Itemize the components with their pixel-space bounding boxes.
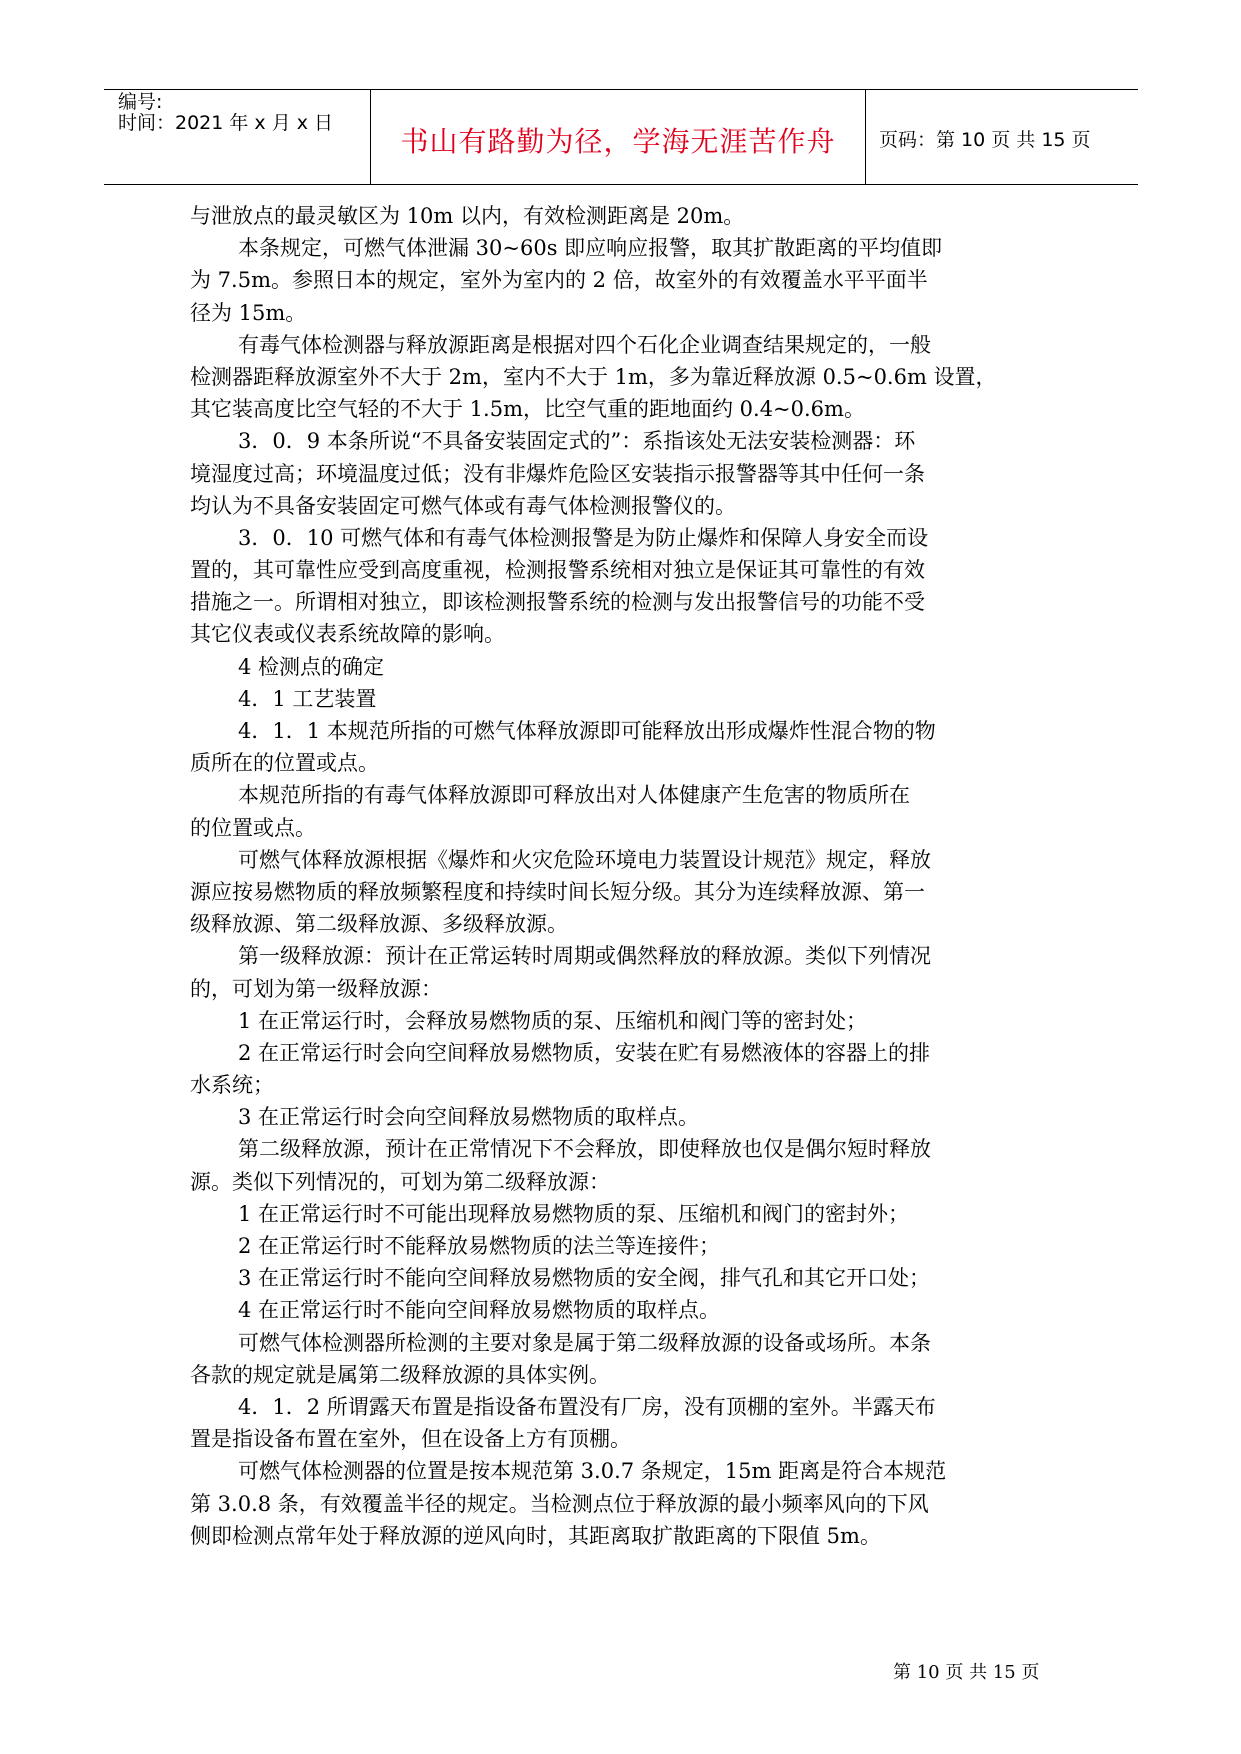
body-line: 有毒气体检测器与释放源距离是根据对四个石化企业调查结果规定的，一般 [238,332,931,357]
body-line: 可燃气体检测器所检测的主要对象是属于第二级释放源的设备或场所。本条 [238,1330,931,1355]
body-line: 级释放源、第二级释放源、多级释放源。 [190,912,568,937]
section-heading: 4 检测点的确定 [238,654,385,679]
body-line: 置是指设备布置在室外，但在设备上方有顶棚。 [190,1427,631,1452]
body-line: 3．0．10 可燃气体和有毒气体检测报警是为防止爆炸和保障人身安全而设 [238,525,929,550]
body-line: 质所在的位置或点。 [190,751,379,776]
body-line: 侧即检测点常年处于释放源的逆风向时，其距离取扩散距离的下限值 5m。 [190,1523,881,1548]
subsection-heading: 4．1 工艺装置 [238,686,377,711]
body-line: 检测器距释放源室外不大于 2m，室内不大于 1m，多为靠近释放源 0.5~0.6m 设置， [190,364,997,389]
body-line: 的位置或点。 [190,815,316,840]
body-line: 可燃气体释放源根据《爆炸和火灾危险环境电力装置设计规范》规定，释放 [238,847,931,872]
body-line: 径为 15m。 [190,300,307,325]
body-line: 3．0．9 本条所说“不具备安装固定式的”：系指该处无法安装检测器：环 [238,429,916,454]
body-line: 其它装高度比空气轻的不大于 1.5m，比空气重的距地面约 0.4~0.6m。 [190,397,865,422]
header-motto: 书山有路勤为径，学海无涯苦作舟 [400,125,836,158]
body-line: 置的，其可靠性应受到高度重视，检测报警系统相对独立是保证其可靠性的有效 [190,558,925,583]
body-line: 本规范所指的有毒气体释放源即可释放出对人体健康产生危害的物质所在 [238,783,910,808]
body-line: 各款的规定就是属第二级释放源的具体实例。 [190,1362,610,1387]
body-line: 4．1．1 本规范所指的可燃气体释放源即可能释放出形成爆炸性混合物的物 [238,719,936,743]
list-item: 4 在正常运行时不能向空间释放易燃物质的取样点。 [238,1298,721,1323]
document-time-label: 时间：2021 年 x 月 x 日 [118,112,334,134]
list-item: 3 在正常运行时会向空间释放易燃物质的取样点。 [238,1105,700,1130]
header-left-cell [104,90,371,184]
list-item: 1 在正常运行时不可能出现释放易燃物质的泵、压缩机和阀门的密封外； [238,1201,910,1226]
header-right-cell [867,90,1138,184]
page-footer: 第 10 页 共 15 页 [893,1662,1040,1683]
body-line: 4．1．2 所谓露天布置是指设备布置没有厂房，没有顶棚的室外。半露天布 [238,1394,936,1419]
list-item-continuation: 水系统； [190,1073,274,1098]
body-line: 境湿度过高；环境温度过低；没有非爆炸危险区安装指示报警器等其中任何一条 [190,461,925,486]
document-number-label: 编号: [118,91,163,113]
body-line: 均认为不具备安装固定可燃气体或有毒气体检测报警仪的。 [190,493,736,518]
header-page-info: 页码：第 10 页 共 15 页 [879,129,1091,151]
body-line: 本条规定，可燃气体泄漏 30~60s 即应响应报警，取其扩散距离的平均值即 [238,236,943,261]
page-header [104,89,1138,185]
body-line: 第二级释放源，预计在正常情况下不会释放，即使释放也仅是偶尔短时释放 [238,1137,931,1162]
document-body [190,200,1064,1552]
list-item: 3 在正常运行时不能向空间释放易燃物质的安全阀，排气孔和其它开口处； [238,1266,931,1291]
body-line: 其它仪表或仪表系统故障的影响。 [190,622,505,647]
list-item: 1 在正常运行时，会释放易燃物质的泵、压缩机和阀门等的密封处； [238,1008,868,1033]
body-line: 与泄放点的最灵敏区为 10m 以内，有效检测距离是 20m。 [190,204,745,228]
body-line: 第 3.0.8 条，有效覆盖半径的规定。当检测点位于释放源的最小频率风向的下风 [190,1491,929,1516]
body-line: 第一级释放源：预计在正常运转时周期或偶然释放的释放源。类似下列情况 [238,944,931,969]
header-center-cell [371,90,866,184]
list-item: 2 在正常运行时不能释放易燃物质的法兰等连接件； [238,1234,721,1258]
body-line: 源应按易燃物质的释放频繁程度和持续时间长短分级。其分为连续释放源、第一 [190,879,925,904]
body-line: 的，可划为第一级释放源： [190,976,442,1001]
body-line: 为 7.5m。参照日本的规定，室外为室内的 2 倍，故室外的有效覆盖水平平面半 [190,268,928,293]
body-line: 源。类似下列情况的，可划为第二级释放源： [190,1169,610,1194]
list-item: 2 在正常运行时会向空间释放易燃物质，安装在贮有易燃液体的容器上的排 [238,1040,931,1065]
body-line: 可燃气体检测器的位置是按本规范第 3.0.7 条规定，15m 距离是符合本规范 [238,1459,947,1484]
body-line: 措施之一。所谓相对独立，即该检测报警系统的检测与发出报警信号的功能不受 [190,590,925,615]
